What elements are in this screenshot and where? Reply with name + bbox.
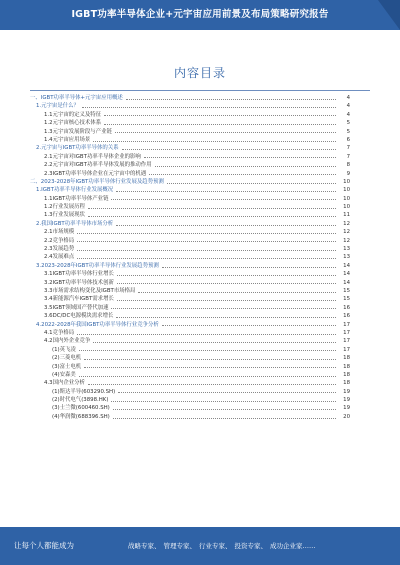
toc-entry-text: 一、IGBT功率半导体+元宇宙应用概述 bbox=[30, 95, 123, 101]
footer-tag: 投资专家、 bbox=[234, 542, 267, 550]
toc-page-number: 12 bbox=[343, 229, 350, 236]
toc-leader-dots bbox=[162, 267, 336, 268]
toc-entry[interactable] bbox=[0, 128, 350, 136]
toc-entry-text: 1.1IGBT功率半导体产业链 bbox=[44, 195, 109, 202]
toc-entry[interactable] bbox=[0, 312, 350, 320]
toc-leader-dots bbox=[84, 359, 336, 360]
toc-leader-dots bbox=[93, 342, 336, 343]
toc-page-number: 18 bbox=[343, 371, 350, 378]
toc-entry-text: 3.4新能源汽车IGBT需求增长 bbox=[44, 296, 114, 303]
toc-leader-dots bbox=[77, 250, 336, 251]
toc-entry[interactable] bbox=[0, 186, 350, 194]
toc-entry[interactable] bbox=[0, 379, 350, 387]
toc-leader-dots bbox=[117, 300, 336, 301]
toc-page-number: 4 bbox=[346, 95, 350, 101]
toc-entry-text: 3.3市场需求结构变化及IGBT市场格局 bbox=[44, 287, 136, 294]
report-title: IGBT功率半导体企业+元宇宙应用前景及布局策略研究报告 bbox=[71, 9, 329, 20]
toc-leader-dots bbox=[104, 115, 336, 116]
toc-page-number: 8 bbox=[346, 162, 350, 169]
toc-leader-dots bbox=[117, 283, 336, 284]
toc-entry-text: 4.2国内外企业竞争 bbox=[44, 338, 91, 345]
toc-page-number: 14 bbox=[343, 271, 350, 278]
toc-entry-text: 1.2元宇宙核心技术体系 bbox=[44, 120, 102, 127]
toc-leader-dots bbox=[167, 183, 336, 184]
toc-leader-dots bbox=[116, 317, 336, 318]
toc-leader-dots bbox=[126, 99, 336, 100]
toc-page-number: 15 bbox=[343, 296, 350, 303]
toc-leader-dots bbox=[77, 233, 336, 234]
toc-entry[interactable] bbox=[0, 203, 350, 211]
toc-leader-dots bbox=[116, 191, 336, 192]
toc-entry[interactable] bbox=[0, 178, 350, 186]
toc-leader-dots bbox=[111, 199, 336, 200]
toc-entry[interactable] bbox=[0, 321, 350, 329]
toc-leader-dots bbox=[111, 308, 336, 309]
toc-leader-dots bbox=[155, 166, 336, 167]
toc-entry-text: 3.1IGBT功率半导体行业增长 bbox=[44, 271, 114, 278]
footer-slogan: 让每个人都能成为 bbox=[14, 541, 74, 550]
toc-entry-text: 4.3国内企业分析 bbox=[44, 380, 85, 387]
toc-entry-text: 3.6DC/DC电源模块需求增长 bbox=[44, 313, 114, 320]
toc-page-number: 4 bbox=[346, 111, 350, 118]
toc-leader-dots bbox=[79, 350, 336, 351]
toc-leader-dots bbox=[84, 367, 336, 368]
toc-page-number: 17 bbox=[343, 338, 350, 345]
toc-page-number: 18 bbox=[343, 355, 350, 362]
toc-leader-dots bbox=[144, 157, 336, 158]
toc-page-number: 10 bbox=[343, 178, 350, 185]
toc-entry[interactable] bbox=[0, 195, 350, 203]
toc-entry[interactable] bbox=[0, 262, 350, 270]
toc-entry[interactable] bbox=[0, 111, 350, 119]
toc-entry-text: 2.2竞争格局 bbox=[44, 237, 75, 244]
toc-entry[interactable] bbox=[0, 270, 350, 278]
toc-entry[interactable] bbox=[0, 396, 350, 404]
toc-leader-dots bbox=[88, 208, 336, 209]
toc-entry-text: 3.5IGBT领域国产替代加速 bbox=[44, 304, 109, 311]
toc-entry[interactable] bbox=[0, 287, 350, 295]
toc-page-number: 13 bbox=[343, 254, 350, 261]
toc-entry[interactable] bbox=[0, 144, 350, 152]
toc-page-number: 20 bbox=[343, 413, 350, 420]
toc-entry[interactable] bbox=[0, 346, 350, 354]
toc-page-number: 9 bbox=[346, 170, 350, 177]
toc-leader-dots bbox=[113, 409, 336, 410]
toc-page-number: 15 bbox=[343, 287, 350, 294]
toc-entry[interactable] bbox=[0, 371, 350, 379]
toc-page-number: 4 bbox=[346, 103, 350, 110]
toc-entry-text: 3.2023-2028年IGBT功率半导体行业发展趋势预测 bbox=[36, 262, 159, 269]
toc-entry-text: (2)时代电气(3898.HK) bbox=[52, 397, 109, 404]
toc-entry-text: (3)士兰微(600460.SH) bbox=[52, 405, 110, 412]
toc-entry-text: 2.3IGBT功率半导体企业在元宇宙中的机遇 bbox=[44, 170, 147, 177]
toc-entry[interactable] bbox=[0, 253, 350, 261]
toc-page-number: 14 bbox=[343, 262, 350, 269]
toc-entry-text: (3)富士电机 bbox=[52, 363, 82, 370]
toc-page-number: 7 bbox=[346, 145, 350, 152]
toc-page-number: 19 bbox=[343, 388, 350, 395]
toc-entry-text: (4)安森美 bbox=[52, 371, 76, 378]
toc-entry-text: 1.IGBT功率半导体行业发展概况 bbox=[36, 187, 114, 194]
toc-entry[interactable] bbox=[0, 337, 350, 345]
toc-leader-dots bbox=[122, 149, 336, 150]
toc-leader-dots bbox=[118, 392, 336, 393]
toc-entry-text: (2)三菱电机 bbox=[52, 355, 82, 362]
toc-entry-text: (4)华润微(688396.SH) bbox=[52, 413, 110, 420]
toc-page-number: 13 bbox=[343, 246, 350, 253]
toc-leader-dots bbox=[113, 418, 336, 419]
footer-tag: 行业专家、 bbox=[199, 542, 232, 550]
toc-entry-text: 2.1市场规模 bbox=[44, 229, 75, 236]
toc-heading: 内容目录 bbox=[173, 66, 226, 80]
toc-divider bbox=[30, 90, 370, 91]
toc-entry-text: 2.我国IGBT功率半导体市场分析 bbox=[36, 220, 114, 227]
toc-entry[interactable] bbox=[0, 279, 350, 287]
toc-entry-text: 2.元宇宙与IGBT功率半导体的关系 bbox=[36, 145, 119, 152]
toc-entry[interactable] bbox=[0, 304, 350, 312]
toc-leader-dots bbox=[93, 141, 336, 142]
toc-entry[interactable] bbox=[0, 136, 350, 144]
toc-leader-dots bbox=[162, 325, 336, 326]
toc-leader-dots bbox=[111, 401, 336, 402]
toc-page-number: 19 bbox=[343, 405, 350, 412]
toc-page-number: 5 bbox=[346, 120, 350, 127]
toc-leader-dots bbox=[79, 376, 336, 377]
toc-entry[interactable] bbox=[0, 119, 350, 127]
toc-leader-dots bbox=[77, 258, 336, 259]
toc-page-number: 6 bbox=[346, 136, 350, 143]
toc-entry[interactable] bbox=[0, 237, 350, 245]
toc-entry-text: 2.1元宇宙对IGBT功率半导体企业的影响 bbox=[44, 153, 141, 160]
toc-entry-text: 4.1竞争格局 bbox=[44, 329, 75, 336]
toc-entry-text: 1.1元宇宙的定义及特征 bbox=[44, 111, 102, 118]
toc-entry-text: 1.元宇宙是什么？ bbox=[36, 103, 79, 110]
toc-page-number: 10 bbox=[343, 187, 350, 194]
footer-tag: 成功企业家…… bbox=[270, 542, 316, 550]
footer-tags bbox=[128, 538, 319, 554]
toc-page-number: 19 bbox=[343, 397, 350, 404]
toc-page-number: 12 bbox=[343, 237, 350, 244]
toc-entry-text: (1)英飞凌 bbox=[52, 346, 76, 353]
toc-entry[interactable] bbox=[0, 363, 350, 371]
toc-page-number: 17 bbox=[343, 321, 350, 328]
footer-tag: 战略专家、 bbox=[128, 542, 161, 550]
toc-leader-dots bbox=[88, 216, 336, 217]
toc-entry-text: 二、2023-2028年IGBT功率半导体行业发展及趋势预测 bbox=[30, 178, 164, 185]
toc-page-number: 10 bbox=[343, 204, 350, 211]
toc-leader-dots bbox=[88, 384, 336, 385]
toc-entry[interactable] bbox=[0, 94, 350, 102]
toc-leader-dots bbox=[149, 174, 336, 175]
toc-page-number: 12 bbox=[343, 220, 350, 227]
toc-entry[interactable] bbox=[0, 211, 350, 219]
toc-leader-dots bbox=[115, 132, 336, 133]
toc-page-number: 16 bbox=[343, 313, 350, 320]
toc-entry-text: 1.3行业发展现状 bbox=[44, 212, 85, 219]
toc-page-number: 16 bbox=[343, 304, 350, 311]
toc-entry[interactable] bbox=[0, 329, 350, 337]
toc-entry-text: 3.2IGBT功率半导体技术创新 bbox=[44, 279, 114, 286]
toc-page-number: 7 bbox=[346, 153, 350, 160]
toc-entry-text: 4.2022-2028年我国IGBT功率半导体行业竞争分析 bbox=[36, 321, 159, 328]
toc-entry[interactable] bbox=[0, 245, 350, 253]
toc-entry-text: 2.4发展难点 bbox=[44, 254, 75, 261]
toc-leader-dots bbox=[117, 275, 336, 276]
toc-page-number: 11 bbox=[343, 212, 350, 219]
toc-entry-text: 1.4元宇宙应用场景 bbox=[44, 136, 91, 143]
toc-leader-dots bbox=[138, 292, 336, 293]
footer-tag: 管理专家、 bbox=[163, 542, 196, 550]
toc-leader-dots bbox=[82, 107, 336, 108]
toc-entry[interactable] bbox=[0, 102, 350, 110]
toc-entry[interactable] bbox=[0, 295, 350, 303]
toc-page-number: 14 bbox=[343, 279, 350, 286]
toc-entry-text: 1.3元宇宙发展阶段与产业链 bbox=[44, 128, 112, 135]
toc-entry[interactable] bbox=[0, 354, 350, 362]
toc-page-number: 17 bbox=[343, 346, 350, 353]
toc-entry-text: 2.2元宇宙对IGBT功率半导体发展的推动作用 bbox=[44, 162, 152, 169]
toc-leader-dots bbox=[77, 334, 336, 335]
toc-entry[interactable] bbox=[0, 404, 350, 412]
toc-entry[interactable] bbox=[0, 388, 350, 396]
toc-entry-text: 2.3发展趋势 bbox=[44, 246, 75, 253]
toc-entry[interactable] bbox=[0, 220, 350, 228]
footer-bar bbox=[0, 527, 400, 565]
toc-page-number: 18 bbox=[343, 363, 350, 370]
toc-entry-text: 1.2行业发展历程 bbox=[44, 204, 85, 211]
header-bar bbox=[0, 0, 400, 30]
toc-entry[interactable] bbox=[0, 153, 350, 161]
table-of-contents bbox=[0, 94, 400, 421]
toc-page-number: 17 bbox=[343, 329, 350, 336]
toc-entry[interactable] bbox=[0, 228, 350, 236]
toc-entry-text: (1)斯达半导(603290.SH) bbox=[52, 388, 116, 395]
toc-page-number: 18 bbox=[343, 380, 350, 387]
toc-page-number: 10 bbox=[343, 195, 350, 202]
toc-page-number: 5 bbox=[346, 128, 350, 135]
toc-leader-dots bbox=[104, 124, 336, 125]
toc-leader-dots bbox=[116, 225, 336, 226]
toc-entry[interactable] bbox=[0, 161, 350, 169]
toc-leader-dots bbox=[77, 241, 336, 242]
toc-entry[interactable] bbox=[0, 170, 350, 178]
toc-entry[interactable] bbox=[0, 413, 350, 421]
